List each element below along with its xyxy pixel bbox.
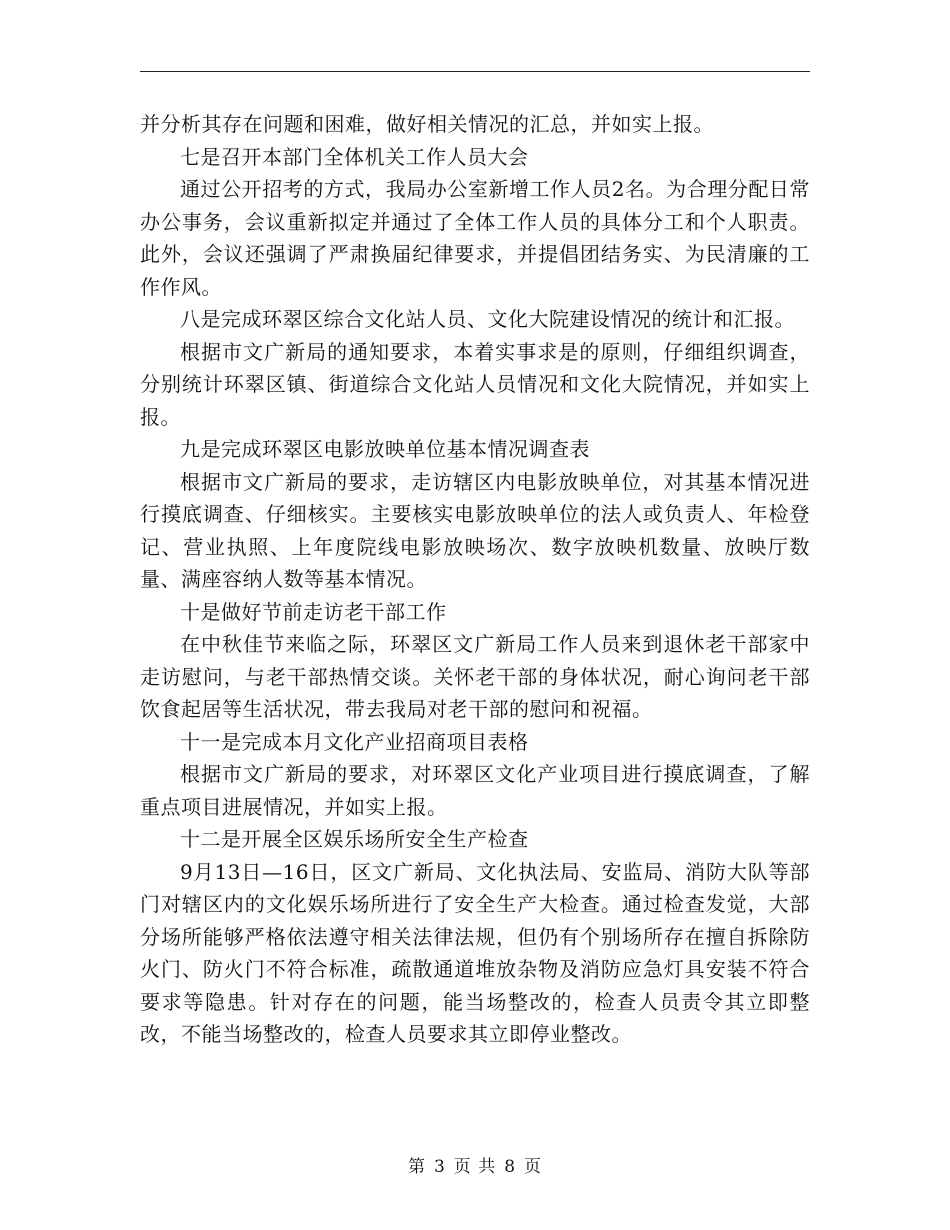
- section-heading-10: 十是做好节前走访老干部工作: [180, 599, 447, 624]
- page-footer: [0, 1152, 950, 1177]
- header-rule: [140, 71, 810, 72]
- paragraph-11: 根据市文广新局的要求，对环翠区文化产业项目进行摸底调查，了解重点项目进展情况，并如实上报。: [140, 762, 810, 819]
- document-body: [140, 108, 810, 1051]
- paragraph-3: 通过公开招考的方式，我局办公室新增工作人员2名。为合理分配日常办公事务，会议重新拟定并通过了全体工作人员的具体分工和个人职责。此外，会议还强调了严肃换届纪律要求，并提倡团结务实、为民清廉的工作作风。: [140, 177, 810, 299]
- paragraph-1: 并分析其存在问题和困难，做好相关情况的汇总，并如实上报。: [140, 112, 714, 136]
- section-heading-12: 十二是开展全区娱乐场所安全生产检查: [180, 827, 529, 851]
- section-heading-9: 九是完成环翠区电影放映单位基本情况调查表: [180, 437, 590, 461]
- section-heading-11: 十一是完成本月文化产业招商项目表格: [180, 729, 529, 754]
- paragraph-7: 根据市文广新局的要求，走访辖区内电影放映单位，对其基本情况进行摸底调查、仔细核实。主要核实电影放映单位的法人或负责人、年检登记、营业执照、上年度院线电影放映场次、数字放映机数量、放映厅数量、满座容纳人数等基本情况。: [140, 469, 810, 591]
- paragraph-9: 在中秋佳节来临之际，环翠区文广新局工作人员来到退休老干部家中走访慰问，与老干部热情交谈。关怀老干部的身体状况，耐心询问老干部饮食起居等生活状况，带去我局对老干部的慰问和祝福。: [140, 632, 810, 721]
- footer-suffix: 页: [524, 1157, 543, 1177]
- footer-total-pages: 8: [504, 1157, 517, 1177]
- paragraph-5: 根据市文广新局的通知要求，本着实事求是的原则，仔细组织调查，分别统计环翠区镇、街道综合文化站人员情况和文化大院情况，并如实上报。: [140, 339, 810, 429]
- footer-prefix: 第: [407, 1157, 426, 1177]
- footer-current-page: 3: [433, 1157, 446, 1177]
- paragraph-13: 9月13日—16日，区文广新局、文化执法局、安监局、消防大队等部门对辖区内的文化娱乐场所进行了安全生产大检查。通过检查发觉，大部分场所能够严格依法遵守相关法律法规，但仍有个别场所存在擅自拆除防火门、防火门不符合标准，疏散通道堆放杂物及消防应急灯具安装不符合要求等隐患。针对存在的问题，能当场整改的，检查人员责令其立即整改，不能当场整改的，检查人员要求其立即停业整改。: [140, 859, 810, 1046]
- section-heading-8: 八是完成环翠区综合文化站人员、文化大院建设情况的统计和汇报。: [180, 307, 795, 331]
- footer-middle: 页 共: [453, 1157, 497, 1177]
- section-heading-7: 七是召开本部门全体机关工作人员大会: [180, 144, 529, 169]
